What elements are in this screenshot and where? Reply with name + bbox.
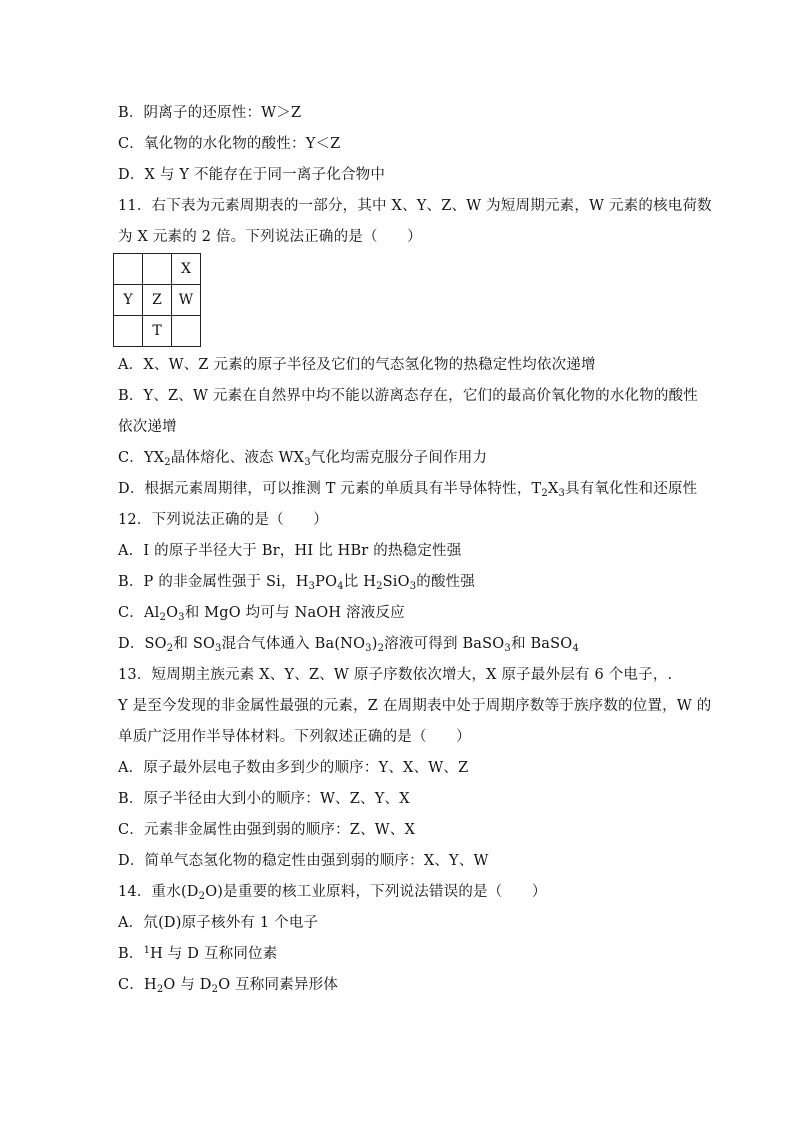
text-run: 气化均需克服分子间作用力: [310, 450, 488, 466]
table-cell: T: [143, 316, 172, 347]
subscript: 3: [308, 581, 316, 592]
text-run: 和 MgO 均可与 NaOH 溶液反应: [184, 605, 405, 621]
table-cell: Y: [114, 285, 143, 316]
subscript: 3: [504, 643, 511, 654]
q12-stem: 12．下列说法正确的是（ ）: [118, 512, 328, 528]
subscript: 4: [572, 643, 579, 654]
q13-option-b: B．原子半径由大到小的顺序：W、Z、Y、X: [118, 791, 410, 807]
text-run: D．SO: [118, 636, 167, 652]
subscript: 2: [198, 891, 206, 902]
table-row: [114, 285, 201, 316]
q11-stem-line1: 11．右下表为元素周期表的一部分，其中 X、Y、Z、W 为短周期元素，W 元素的核电荷数: [118, 198, 712, 214]
q11-option-c: [118, 448, 487, 468]
subscript: 3: [558, 488, 566, 499]
subscript: 2: [376, 581, 383, 592]
text-run: 比 H: [343, 574, 377, 590]
q11-option-b-line2: 依次递增: [118, 419, 177, 435]
periodic-table-fragment: [113, 253, 201, 347]
q14-stem: [118, 882, 547, 902]
text-run: B．: [118, 946, 144, 962]
subscript: 2: [541, 488, 548, 499]
subscript: 3: [215, 643, 222, 654]
text-run: 的酸性强: [416, 574, 476, 590]
table-cell: W: [172, 285, 201, 316]
subscript: 3: [178, 612, 185, 623]
subscript: 3: [304, 457, 311, 468]
q12-option-c: [118, 603, 405, 623]
q10-option-d: D．X 与 Y 不能存在于同一离子化合物中: [118, 167, 386, 183]
text-run: C．H: [118, 977, 157, 993]
text-run: 晶体熔化、液态 WX: [170, 450, 305, 466]
q10-option-c: C．氧化物的水化物的酸性：Y＜Z: [118, 136, 341, 152]
text-run: O 互称同素异形体: [218, 977, 338, 993]
text-run: D．根据元素周期律，可以推测 T 元素的单质具有半导体特性，T: [118, 481, 542, 497]
superscript: 1: [143, 945, 151, 956]
q13-stem-line3: 单质广泛用作半导体材料。下列叙述正确的是（ ）: [118, 729, 471, 745]
text-run: O: [166, 605, 179, 621]
text-run: O)是重要的核工业原料，下列说法错误的是（ ）: [205, 884, 547, 900]
subscript: 3: [409, 581, 417, 592]
subscript: 3: [365, 643, 372, 654]
q14-option-b: [118, 944, 277, 964]
q13-stem-line2: Y 是至今发现的非金属性最强的元素，Z 在周期表中处于周期序数等于族序数的位置，W 的: [118, 698, 712, 714]
text-run: O 与 D: [163, 977, 212, 993]
subscript: 2: [377, 643, 385, 654]
q12-option-b: [118, 572, 475, 592]
text-run: SiO: [382, 574, 410, 590]
table-cell: [114, 316, 143, 347]
q13-option-a: A．原子最外层电子数由多到少的顺序：Y、X、W、Z: [118, 760, 469, 776]
text-run: 混合气体通入 Ba(NO: [221, 636, 366, 652]
subscript: 2: [166, 643, 174, 654]
text-run: C．YX: [118, 450, 165, 466]
table-cell: [172, 316, 201, 347]
text-run: 和 SO: [173, 636, 216, 652]
text-run: 具有氧化性和还原性: [565, 481, 698, 497]
q11-option-d: [118, 479, 697, 499]
text-run: C．Al: [118, 605, 160, 621]
q10-option-b: B．阴离子的还原性：W＞Z: [118, 105, 302, 121]
subscript: 2: [156, 984, 164, 995]
q12-option-d: [118, 634, 579, 654]
q13-stem-line1: 13．短周期主族元素 X、Y、Z、W 原子序数依次增大，X 原子最外层有 6 个电子，.: [118, 667, 673, 683]
text-run: PO: [315, 574, 338, 590]
table-cell: X: [172, 254, 201, 285]
q11-option-a: A．X、W、Z 元素的原子半径及它们的气态氢化物的热稳定性均依次递增: [118, 357, 596, 373]
q14-option-c: [118, 975, 338, 995]
text-run: X: [547, 481, 559, 497]
table-cell: [114, 254, 143, 285]
q12-option-a: A．I 的原子半径大于 Br，HI 比 HBr 的热稳定性强: [118, 543, 462, 559]
subscript: 2: [164, 457, 171, 468]
subscript: 2: [159, 612, 167, 623]
subscript: 2: [211, 984, 219, 995]
text-run: 14．重水(D: [118, 884, 199, 900]
q11-option-b-line1: B．Y、Z、W 元素在自然界中均不能以游离态存在，它们的最高价氧化物的水化物的酸性: [118, 388, 699, 404]
table-cell: [143, 254, 172, 285]
table-row: [114, 254, 201, 285]
q13-option-d: D．简单气态氢化物的稳定性由强到弱的顺序：X、Y、W: [118, 853, 489, 869]
subscript: 4: [337, 581, 344, 592]
q11-stem-line2: 为 X 元素的 2 倍。下列说法正确的是（ ）: [118, 229, 422, 245]
text-run: 和 BaSO: [510, 636, 573, 652]
q14-option-a: A．氘(D)原子核外有 1 个电子: [118, 915, 319, 931]
text-run: ): [371, 636, 378, 652]
text-run: H 与 D 互称同位素: [150, 946, 278, 962]
text-run: 溶液可得到 BaSO: [384, 636, 505, 652]
q13-option-c: C．元素非金属性由强到弱的顺序：Z、W、X: [118, 822, 416, 838]
table-row: [114, 316, 201, 347]
table-cell: Z: [143, 285, 172, 316]
text-run: B．P 的非金属性强于 Si，H: [118, 574, 309, 590]
